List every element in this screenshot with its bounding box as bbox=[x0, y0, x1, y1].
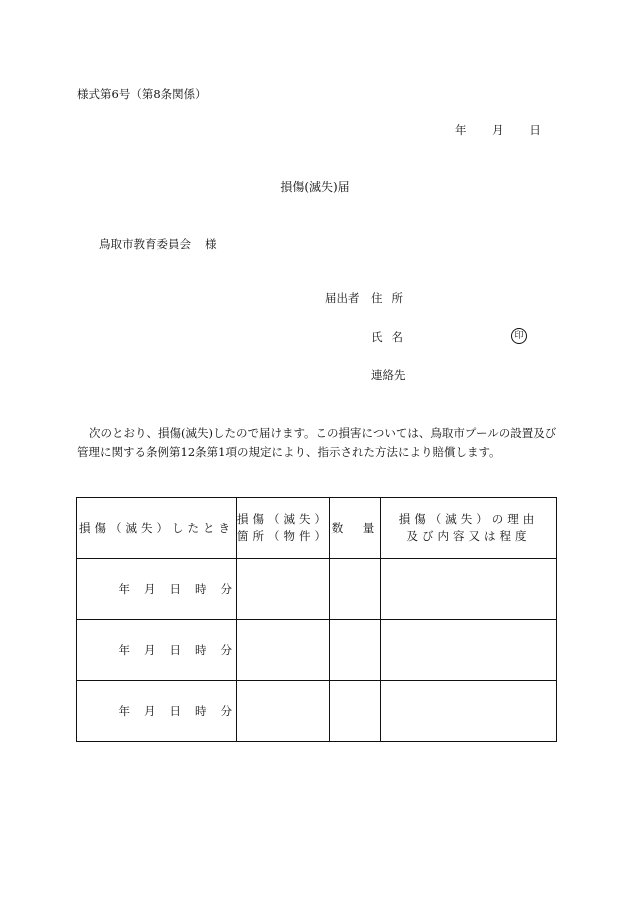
location-cell[interactable] bbox=[237, 681, 330, 742]
time-cell[interactable] bbox=[77, 559, 237, 620]
time-unit: 時 bbox=[195, 582, 207, 596]
location-cell[interactable] bbox=[237, 620, 330, 681]
body-text: 次のとおり、損傷(滅失)したので届けます。この損害については、鳥取市プールの設置及び管理に関する条例第12条第1項の規定により、指示された方法により賠償します。 bbox=[77, 426, 557, 459]
page-title: 損傷(滅失)届 bbox=[280, 180, 350, 194]
table-row bbox=[77, 559, 557, 620]
reason-cell[interactable] bbox=[381, 620, 557, 681]
header-label: 損傷（滅失）の理由 bbox=[398, 512, 539, 526]
time-unit: 月 bbox=[144, 582, 156, 596]
header-label: 箇所（物件） bbox=[237, 529, 330, 543]
time-unit: 日 bbox=[169, 704, 181, 718]
reason-cell[interactable] bbox=[381, 681, 557, 742]
time-cell[interactable] bbox=[77, 681, 237, 742]
time-cell[interactable] bbox=[77, 620, 237, 681]
applicant-label: 届出者 bbox=[325, 291, 360, 305]
time-unit: 日 bbox=[169, 643, 181, 657]
name-label: 氏名 bbox=[371, 330, 412, 344]
date-year: 年 bbox=[455, 123, 467, 137]
recipient-honorific: 様 bbox=[205, 237, 217, 251]
time-unit: 年 bbox=[118, 643, 130, 657]
date-month: 月 bbox=[492, 123, 504, 137]
table-row bbox=[77, 681, 557, 742]
recipient-name: 鳥取市教育委員会 bbox=[99, 237, 191, 251]
damage-table bbox=[76, 497, 557, 742]
form-number: 様式第6号（第8条関係） bbox=[77, 87, 207, 101]
reason-cell[interactable] bbox=[381, 559, 557, 620]
time-unit: 年 bbox=[118, 704, 130, 718]
date-day: 日 bbox=[529, 123, 541, 137]
table-row bbox=[77, 620, 557, 681]
time-unit: 月 bbox=[144, 643, 156, 657]
header-damage-time bbox=[77, 498, 237, 559]
time-unit: 時 bbox=[195, 643, 207, 657]
quantity-cell[interactable] bbox=[330, 620, 381, 681]
header-reason bbox=[381, 498, 557, 559]
recipient bbox=[99, 239, 217, 251]
time-unit: 月 bbox=[144, 704, 156, 718]
time-unit: 時 bbox=[195, 704, 207, 718]
header-label: 数 量 bbox=[331, 520, 379, 535]
contact-label: 連絡先 bbox=[371, 368, 406, 382]
header-label: 損傷（滅失） bbox=[237, 512, 330, 526]
header-label: 及び内容又は程度 bbox=[406, 529, 531, 543]
quantity-cell[interactable] bbox=[330, 559, 381, 620]
time-unit: 日 bbox=[169, 582, 181, 596]
date-line bbox=[455, 125, 541, 137]
header-quantity bbox=[330, 498, 381, 559]
seal-mark: 印 bbox=[511, 328, 527, 344]
time-unit: 分 bbox=[220, 643, 232, 657]
quantity-cell[interactable] bbox=[330, 681, 381, 742]
location-cell[interactable] bbox=[237, 559, 330, 620]
time-unit: 分 bbox=[220, 582, 232, 596]
header-damage-location bbox=[237, 498, 330, 559]
header-label: 損傷（滅失）したとき bbox=[79, 520, 234, 535]
time-unit: 年 bbox=[118, 582, 130, 596]
time-unit: 分 bbox=[220, 704, 232, 718]
address-label: 住所 bbox=[371, 291, 412, 305]
table-header-row bbox=[77, 498, 557, 559]
